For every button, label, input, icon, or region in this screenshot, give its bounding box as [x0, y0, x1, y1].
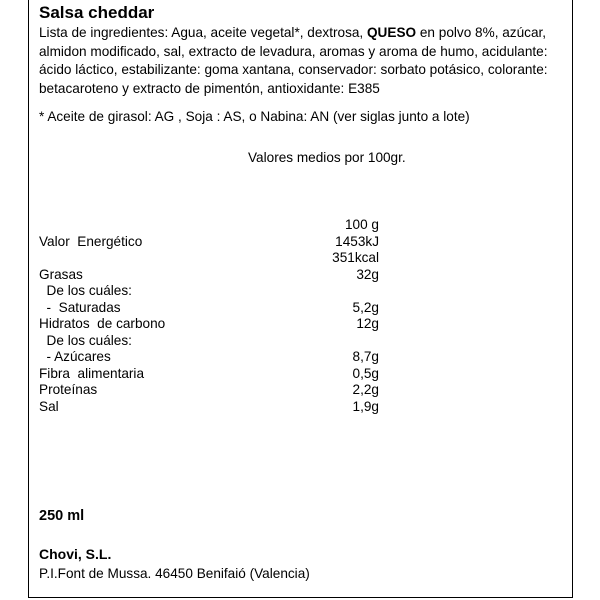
nutrition-row — [39, 382, 379, 399]
nutrition-value: 32g — [356, 266, 379, 282]
nutrition-row — [39, 267, 379, 284]
nutrition-label: Sal — [39, 398, 59, 414]
nutrition-row — [39, 366, 379, 383]
nutrition-value: 0,5g — [352, 365, 379, 381]
ingredients-text — [39, 24, 569, 98]
nutrition-label: Proteínas — [39, 382, 98, 397]
nutrition-row — [39, 283, 379, 300]
nutrition-column-header: 100 g — [344, 217, 379, 232]
nutrition-value: 5,2g — [352, 299, 379, 315]
nutrition-value: 1,9g — [352, 398, 379, 414]
nutrition-label: De los cuáles: — [39, 283, 132, 298]
ingredients-part-2: en polvo 8%, azúcar, almidon modificado, sal, extracto de levadura, aromas y aroma de humo, acidulante: ácido láctico, estabilizante: goma xantana, conservador: sorbato potásico, colorante: betacaroteno y extracto de pimentón, antioxidante: E385 — [39, 25, 548, 96]
label-frame — [28, 0, 573, 598]
nutrition-label: - Azúcares — [39, 349, 111, 364]
ingredients-part-1: Lista de ingredientes: Agua, aceite vegetal*, dextrosa, — [39, 25, 367, 40]
net-volume: 250 ml — [39, 508, 85, 524]
nutrition-value: 351kcal — [332, 250, 379, 265]
nutrition-row — [39, 399, 379, 416]
nutrition-table — [39, 217, 379, 415]
nutrition-label: Grasas — [39, 266, 83, 282]
nutrition-label: Fibra alimentaria — [39, 365, 145, 381]
nutrition-row — [39, 349, 379, 366]
nutrition-row — [39, 316, 379, 333]
nutrition-label: Valor Energético — [39, 233, 143, 249]
ingredients-allergen: QUESO — [366, 25, 417, 40]
nutrition-row — [39, 234, 379, 251]
values-header: Valores medios por 100gr. — [248, 150, 406, 165]
nutrition-value: 2,2g — [352, 382, 379, 397]
nutrition-row — [39, 300, 379, 317]
oil-footnote: * Aceite de girasol: AG , Soja : AS, o Nabina: AN (ver siglas junto a lote) — [39, 109, 470, 124]
nutrition-label: Hidratos de carbono — [39, 316, 166, 331]
nutrition-label: - Saturadas — [39, 299, 121, 315]
nutrition-header-row — [39, 217, 379, 234]
nutrition-value: 1453kJ — [335, 233, 379, 249]
nutrition-row — [39, 250, 379, 267]
nutrition-row — [39, 333, 379, 350]
nutrition-value: 12g — [356, 316, 379, 331]
nutrition-label: De los cuáles: — [39, 332, 132, 348]
nutrition-value: 8,7g — [352, 349, 379, 364]
product-title: Salsa cheddar — [39, 3, 155, 22]
company-name: Chovi, S.L. — [39, 546, 112, 562]
company-address: P.I.Font de Mussa. 46450 Benifaió (Valencia) — [39, 566, 310, 581]
